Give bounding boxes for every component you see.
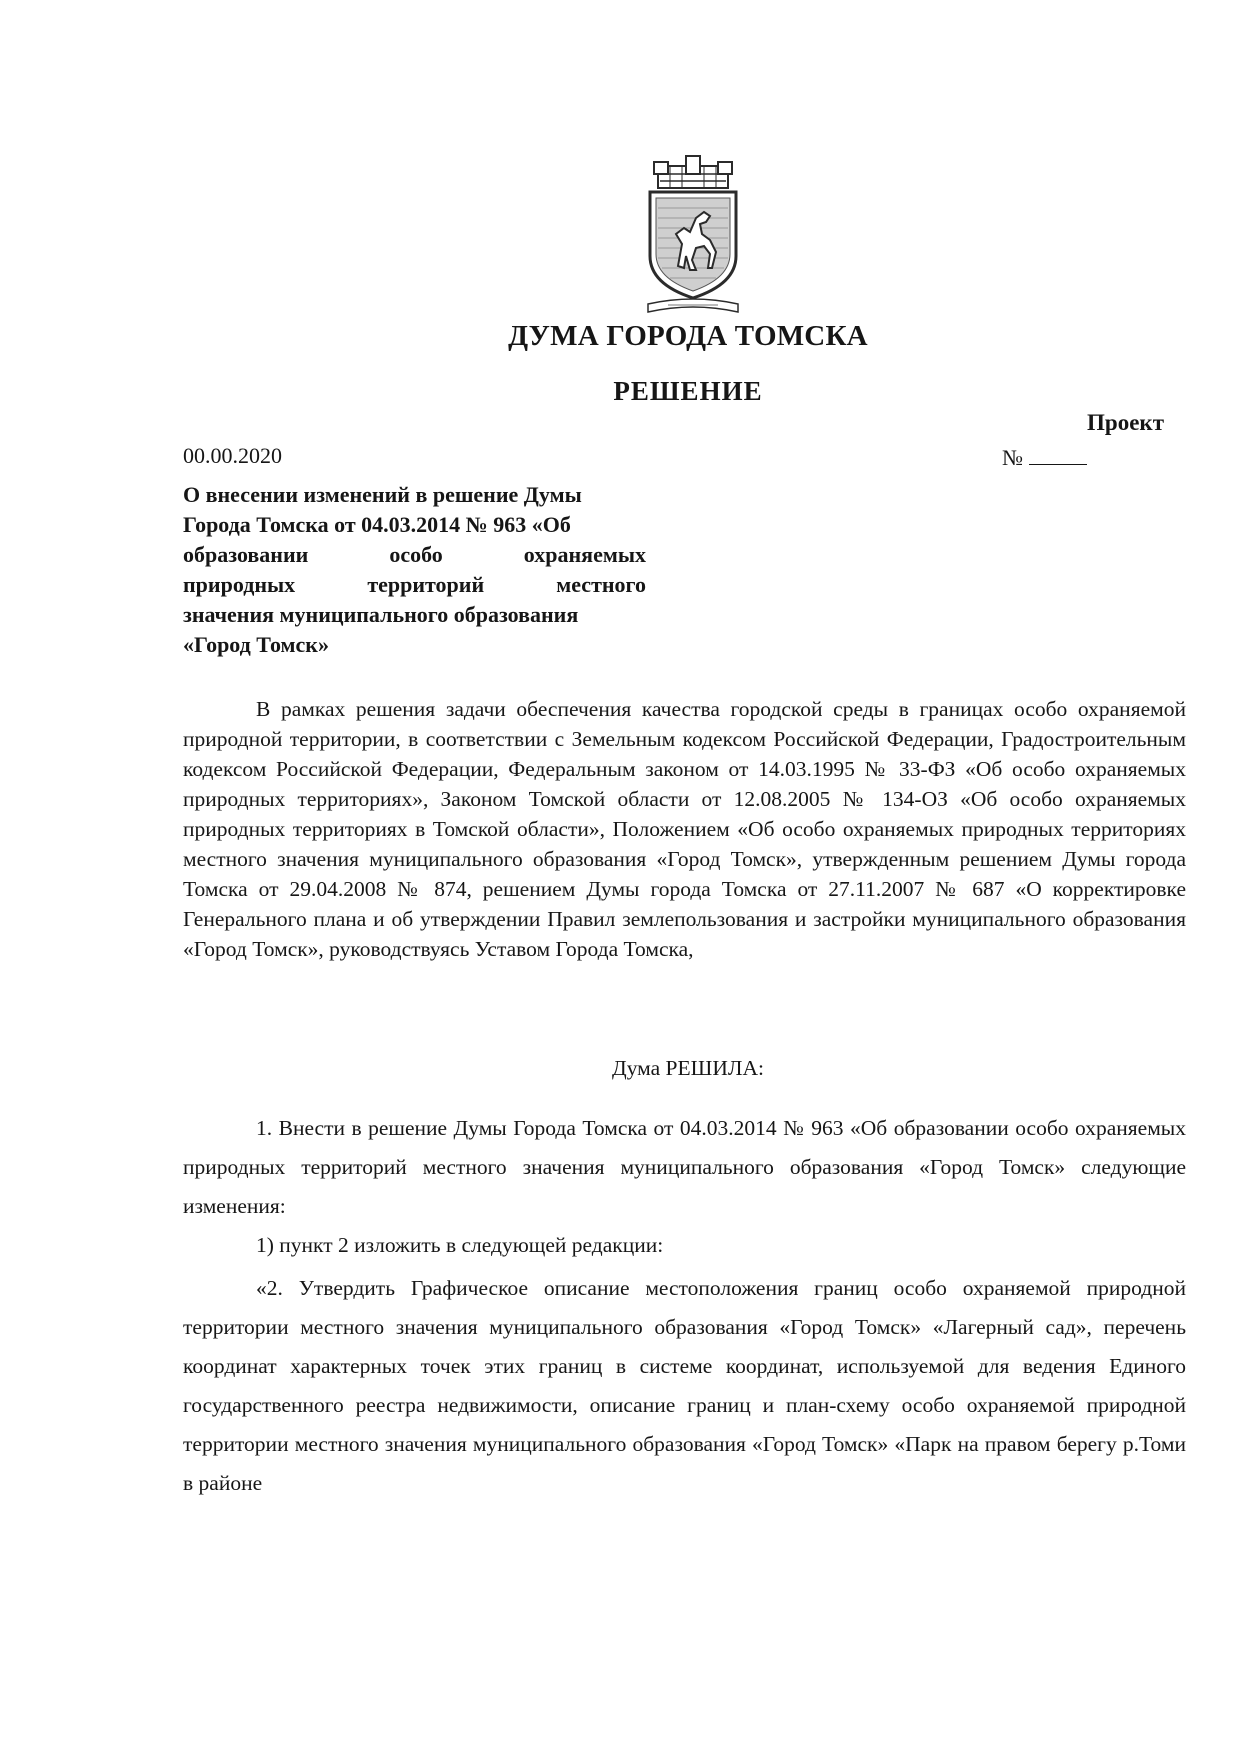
- tomsk-coat-of-arms-icon: [638, 148, 748, 318]
- number-blank-line: [1029, 446, 1087, 465]
- subject-line: Города Томска от 04.03.2014 № 963 «Об: [183, 512, 571, 537]
- project-status-label: Проект: [1087, 410, 1164, 435]
- subject-line: природных территорий местного: [183, 572, 646, 597]
- preamble-paragraph: В рамках решения задачи обеспечения качества городской среды в границах особо охраняемой природной территории, в соответствии с Земельным кодексом Российской Федерации, Градостроительным кодексом Российской Федерации, Федеральным законом от 14.03.1995 № 33-ФЗ «Об особо охраняемых природных территориях», Законом Томской области от 12.08.2005 № 134-ОЗ «Об особо охраняемых природных территориях в Томской области», Положением «Об особо охраняемых природных территориях местного значения муниципального образования «Город Томск», утвержденным решением Думы города Томска от 29.04.2008 № 874, решением Думы города Томска от 27.11.2007 № 687 «О корректировке Генерального плана и об утверждении Правил землепользования и застройки муниципального образования «Город Томск», руководствуясь Уставом Города Томска,: [183, 697, 1186, 961]
- subject-line: образовании особо охраняемых: [183, 542, 646, 567]
- decision-subject: [183, 480, 646, 660]
- subject-line: значения муниципального образования: [183, 602, 579, 627]
- subject-line: «Город Томск»: [183, 632, 329, 657]
- document-date: 00.00.2020: [183, 443, 282, 468]
- resolved-heading: Дума РЕШИЛА:: [612, 1056, 764, 1080]
- council-name: ДУМА ГОРОДА ТОМСКА: [508, 320, 868, 352]
- subject-line: О внесении изменений в решение Думы: [183, 482, 582, 507]
- item-1-subitem-1-text: «2. Утвердить Графическое описание местоположения границ особо охраняемой природной территории местного значения муниципального образования «Город Томск» «Лагерный сад», перечень координат характерных точек этих границ в системе координат, используемой для ведения Единого государственного реестра недвижимости, описание границ и план-схему особо охраняемой природной территории местного значения муниципального образования «Город Томск» «Парк на правом берегу р.Томи в районе: [183, 1276, 1186, 1495]
- document-type-heading: РЕШЕНИЕ: [613, 376, 763, 406]
- item-1-paragraph: 1. Внести в решение Думы Города Томска от 04.03.2014 № 963 «Об образовании особо охраняемых природных территорий местного значения муниципального образования «Город Томск» следующие изменения:: [183, 1116, 1186, 1218]
- item-1-subitem-1: 1) пункт 2 изложить в следующей редакции:: [256, 1233, 664, 1257]
- document-number: [1002, 445, 1087, 471]
- number-label: №: [1002, 445, 1023, 470]
